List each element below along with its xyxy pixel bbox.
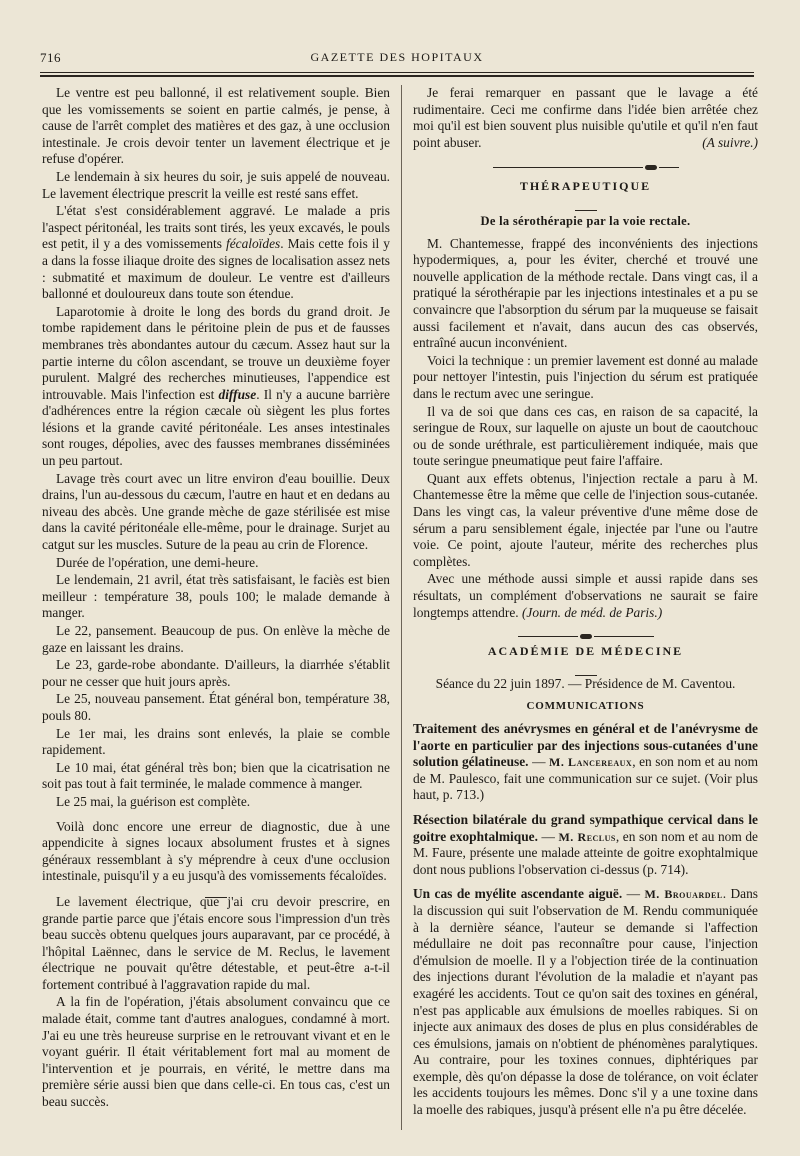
separator-rule <box>413 664 758 672</box>
header-rule-thick <box>40 75 754 77</box>
communication: Résection bilatérale du grand sympathique cervical dans le goitre exophtalmique. — M. Reclus, en son nom et au nom de M. Faure, présente une malade atteinte de goitre exophtalmique dont nous publions l'observation ci-dessus (p. 714). <box>413 811 758 877</box>
page-header <box>40 50 754 70</box>
section-heading: THÉRAPEUTIQUE <box>519 179 652 194</box>
text: , en son nom et au nom de M. Paulesco, fait une communication sur ce sujet. (Voir plus haut, p. 713.) <box>413 754 758 803</box>
separator-rule <box>42 886 390 894</box>
paragraph: Durée de l'opération, une demi-heure. <box>56 554 259 570</box>
paragraph: Le 10 mai, état général très bon; bien que la cicatrisation ne soit pas tout à fait terminée, le malade commence à manger. <box>42 759 390 792</box>
paragraph: Il va de soi que dans ces cas, en raison de sa capacité, la seringue de Roux, sur laquelle on ajuste un bout de caoutchouc ou de sonde uréthrale, est particulièrement indiquée, mais que toute seringue pneumatique peut faire l'affaire. <box>413 403 758 469</box>
paragraph: Lavage très court avec un litre environ d'eau bouillie. Deux drains, l'un au-dessous du cæcum, l'autre en haut et en dedans au niveau des abcès. Une grande mèche de gaze stérilisée est mise dans la cavité péritonéale elle-même, pour le drainage. Surjet au catgut sur les muscles. Suture de la peau au crin de Florence. <box>42 470 390 553</box>
running-title: GAZETTE DES HOPITAUX <box>310 50 484 64</box>
text: Laparotomie à droite le long des bords du grand droit. Je tombe rapidement dans le péritoine plein de pus et de fausses membranes très abondantes autour du cæcum. Assez haut sur la partie interne du côlon ascendant, se trouve un deuxième foyer purulent. Malgré des recherches minutieuses, l'appendice est introuvable. Mais l'infection est <box>42 303 390 402</box>
paragraph: Le lendemain, 21 avril, état très satisfaisant, le faciès est bien meilleur : température 38, pouls 100; le malade demande à manger. <box>42 572 390 621</box>
paragraph: Le ventre est peu ballonné, il est relativement souple. Bien que les vomissements se soient en partie calmés, je pense, à cause de l'arrêt complet des matières et des gaz, à une occlusion intestinale. Je crois devoir tenter un lavement électrique et je refuse d'opérer. <box>42 85 390 167</box>
paragraph <box>42 203 390 303</box>
paragraph: Le 25 mai, la guérison est complète. <box>56 793 251 809</box>
paragraph: Voilà donc encore une erreur de diagnostic, due à une appendicite à signes locaux absolument frustes et à signes généraux ressemblant à s'y méprendre à ceux d'une occlusion intestinale, puisqu'il y a eu jusqu'à des vomissements fécaloïdes. <box>42 818 390 884</box>
author: M. Reclus <box>558 829 616 844</box>
separator-rule <box>413 199 758 207</box>
paragraph: Le 22, pansement. Beaucoup de pus. On enlève la mèche de gaze en laissant les drains. <box>42 623 390 655</box>
paragraph: Le 1er mai, les drains sont enlevés, la plaie se comble rapidement. <box>42 725 390 758</box>
text: . Dans la discussion qui suit l'observation de M. Rendu communiquée à la dernière séance, l'auteur se demande si l'affection médullaire ne doit pas reconnaître pour cause, l'injection d'émulsion de moelle. Il y a l'objection tirée de la continuation des injections durant l'évolution de la maladie et n'ayant pas exagéré les accidents. Tout ce qu'on sait des toxines en général, n'est pas applicable aux émulsions de moelles rabiques. Si on injecte aux animaux des doses de plus en plus considérables de ces émulsions, jamais on n'obtient de phénomènes paralytiques. Au contraire, pour les toxines connues, diphtériques par exemple, dès qu'on dépasse la dose de tolérance, on voit éclater les accidents toujours les mêmes. Donc s'il y a une toxine dans la moelle des rabiques, jusqu'à présent elle n'a pu être décelée. <box>413 886 758 1118</box>
author: M. Brouardel <box>644 887 723 902</box>
ornament-divider <box>413 627 758 637</box>
text: L'état s'est considérablement aggravé. Le malade a pris l'aspect péritonéal, les traits sont tirés, les yeux excavés, le pouls est petit, il y a des vomissements <box>42 203 390 252</box>
paragraph <box>42 304 390 470</box>
section-heading: ACADÉMIE DE MÉDECINE <box>487 644 684 659</box>
header-rule <box>40 72 754 73</box>
paragraph: A la fin de l'opération, j'étais absolument convaincu que ce malade était, comme tant d'autres analogues, condamné à mort. J'ai eu une très heureuse surprise en le retrouvant vivant et en le voyant guérir. Il était véritablement fort mal au moment de l'intervention et je pourrais, en vérité, le mettre dans ma première série aussi bien que dans celle-ci. En tous cas, c'est un beau succès. <box>42 994 390 1110</box>
right-column <box>413 85 758 1120</box>
page-number: 716 <box>40 50 61 65</box>
italic-text: diffuse <box>218 386 257 402</box>
text: . Mais cette fois il y a dans la fosse iliaque droite des signes de localisation assez nets : submatité et maximum de douleur. Le ventre est d'ailleurs ballonné et douloureux dans toute son étendue. <box>42 236 390 302</box>
paragraph: Voici la technique : un premier lavement est donné au malade pour nettoyer l'intestin, puis l'injection du sérum est pratiquée dans le rectum avec une seringue. <box>413 352 758 401</box>
to-be-continued: (A suivre.) <box>702 134 758 150</box>
paragraph: Le lendemain à six heures du soir, je suis appelé de nouveau. Le lavement électrique prescrit la veille est resté sans effet. <box>42 168 390 201</box>
communication-title: Traitement des anévrysmes en général et de l'anévrysme de l'aorte en particulier par des injections sous-cutanées d'une solution gélatineuse. <box>413 721 758 770</box>
left-column <box>42 85 390 1112</box>
text: Avec une méthode aussi simple et aussi rapide dans ses résultats, un complément d'observations ne saurait se faire longtemps attendre. <box>413 571 758 620</box>
italic-text: fécaloïdes <box>225 236 281 252</box>
text: , en son nom et au nom de M. Faure, présente une malade atteinte de goitre exophtalmique dont nous publions l'observation ci-dessus (p. 714). <box>413 828 758 877</box>
ornament-divider <box>413 158 758 168</box>
article-title: De la sérothérapie par la voie rectale. <box>480 213 691 228</box>
paragraph <box>413 571 758 621</box>
paragraph: Le lavement électrique, que j'ai cru devoir prescrire, en grande partie parce que j'étais encore sous l'impression d'un très beau succès obtenu quelques jours auparavant, par ce procédé, à l'hôpital Laënnec, dans le service de M. Reclus, le lavement électrique ne pouvait qu'être détestable, et peut-être a-t-il fortement contribué à l'aggravation rapide du mal. <box>42 893 390 992</box>
session-line: Séance du 22 juin 1897. — Présidence de M. Caventou. <box>435 675 736 691</box>
text: . Il n'y a aucune barrière d'adhérences entre la région cæcale où siègent les plus fortes lésions et la grande cavité péritonéale. Les anses intestinales sont rouges, dépolies, avec des fausses membranes disséminées un peu partout. <box>42 386 390 469</box>
communication: Traitement des anévrysmes en général et de l'anévrysme de l'aorte en particulier par des injections sous-cutanées d'une solution gélatineuse. — M. Lancereaux, en son nom et au nom de M. Paulesco, fait une communication sur ce sujet. (Voir plus haut, p. 713.) <box>413 721 758 803</box>
communication-title: Résection bilatérale du grand sympathique cervical dans le goitre exophtalmique. <box>413 811 758 844</box>
communication-title: Un cas de myélite ascendante aiguë. <box>413 886 623 902</box>
paragraph: Le 25, nouveau pansement. État général bon, température 38, pouls 80. <box>42 691 390 723</box>
column-divider <box>401 85 402 1130</box>
author: M. Lancereaux <box>549 755 633 770</box>
text: Je ferai remarquer en passant que le lavage a été rudimentaire. Ceci me confirme dans l'idée bien arrêtée chez moi qu'il est bien souvent plus nuisible qu'utile et qu'il n'en faut point abuser. <box>413 85 758 150</box>
paragraph <box>413 85 758 151</box>
paragraph: Le 23, garde-robe abondante. D'ailleurs, la diarrhée s'établit pour ne cesser que huit jours après. <box>42 657 390 689</box>
communication: Un cas de myélite ascendante aiguë. — M. Brouardel. Dans la discussion qui suit l'observation de M. Rendu communiquée à la dernière séance, l'auteur se demande si l'affection médullaire ne doit pas reconnaître pour cause, l'injection d'émulsion de moelle. Il y a l'objection tirée de la continuation des injections durant l'évolution de la maladie et n'ayant pas exagéré les accidents. Tout ce qu'on sait des toxines en général, n'est pas applicable aux émulsions de moelles rabiques. Si on injecte aux animaux des doses de plus en plus considérables de ces émulsions, jamais on n'obtient de phénomènes paralytiques. Au contraire, pour les toxines connues, diphtériques par exemple, dès qu'on dépasse la dose de tolérance, on voit éclater les accidents toujours les mêmes. Donc s'il y a une toxine dans la moelle des rabiques, jusqu'à présent elle n'a pu être décelée. <box>413 886 758 1118</box>
paragraph: Quant aux effets obtenus, l'injection rectale a paru à M. Chantemesse être la même que celle de l'injection sous-cutanée. Dans les vingt cas, la valeur préventive d'une même dose de sérum a paru sensiblement égale, injectée par l'une ou l'autre voie. Ce point, ajoute l'auteur, mérite des recherches plus complètes. <box>413 470 758 569</box>
subsection-heading: COMMUNICATIONS <box>526 700 645 713</box>
paragraph: M. Chantemesse, frappé des inconvénients des injections hypodermiques, a, pour les éviter, cherché et trouvé une nouvelle application de la méthode rectale. Dans vingt cas, il a pratiqué la sérothérapie par les injections intestinales et a pu se convaincre que l'absorption du sérum par la muqueuse se faisait aussi facilement et n'avait, dans aucun des cas observés, entraîné aucun inconvénient. <box>413 235 758 351</box>
citation: (Journ. de méd. de Paris.) <box>521 604 663 620</box>
